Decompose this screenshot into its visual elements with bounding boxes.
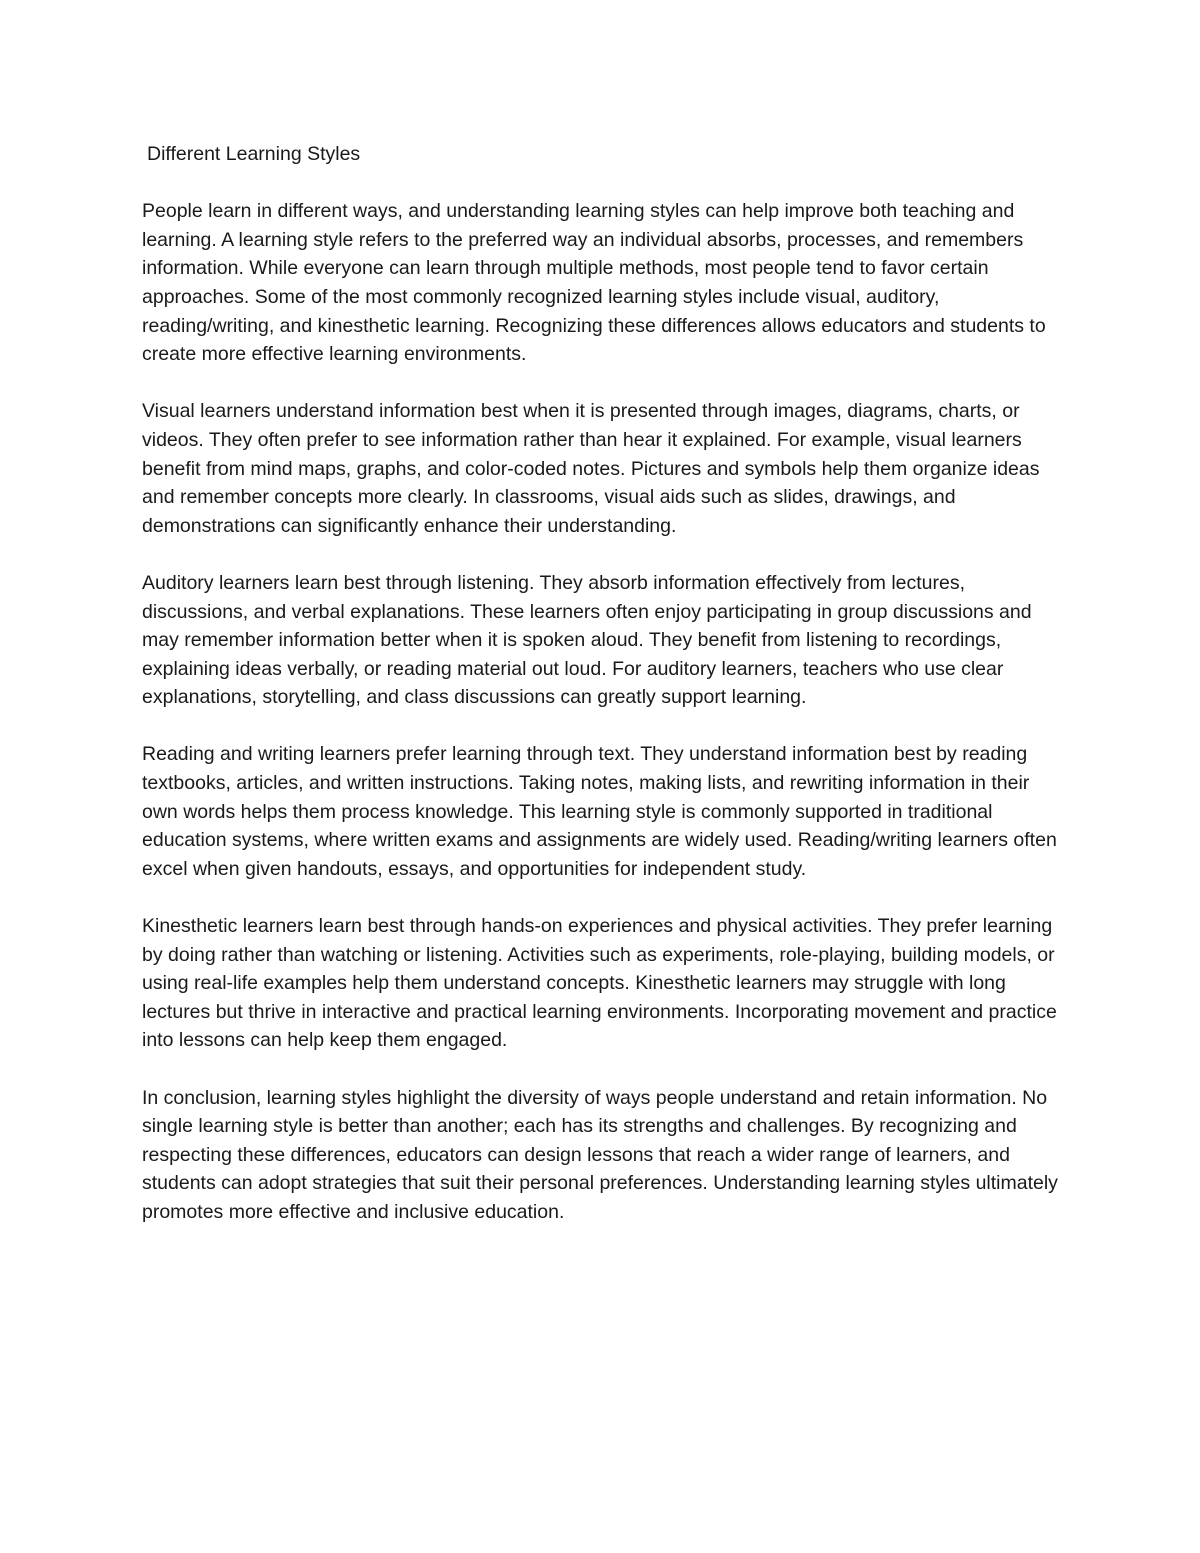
document-title: Different Learning Styles — [147, 143, 361, 165]
paragraph-conclusion: In conclusion, learning styles highlight the diversity of ways people understand and retain information. No single learning style is better than another; each has its strengths and challenges. By recognizing and respecting these differences, educators can design lessons that reach a wider range of learners, and students can adopt strategies that suit their personal preferences. Understanding learning styles ultimately promotes more effective and inclusive education. — [142, 1086, 1058, 1223]
paragraph-kinesthetic-learners: Kinesthetic learners learn best through hands-on experiences and physical activities. They prefer learning by doing rather than watching or listening. Activities such as experiments, role-playing, building models, or using real-life examples help them understand concepts. Kinesthetic learners may struggle with long lectures but thrive in interactive and practical learning environments. Incorporating movement and practice into lessons can help keep them engaged. — [142, 915, 1057, 1052]
paragraph-introduction: People learn in different ways, and understanding learning styles can help improve both teaching and learning. A learning style refers to the preferred way an individual absorbs, processes, and remembers information. While everyone can learn through multiple methods, most people tend to favor certain approaches. Some of the most commonly recognized learning styles include visual, auditory, reading/writing, and kinesthetic learning. Recognizing these differences allows educators and students to create more effective learning environments. — [142, 200, 1046, 366]
document-body — [142, 140, 1060, 1255]
paragraph-auditory-learners: Auditory learners learn best through listening. They absorb information effectively from lectures, discussions, and verbal explanations. These learners often enjoy participating in group discussions and may remember information better when it is spoken aloud. They benefit from listening to recordings, explaining ideas verbally, or reading material out loud. For auditory learners, teachers who use clear explanations, storytelling, and class discussions can greatly support learning. — [142, 571, 1032, 709]
paragraph-reading-writing-learners: Reading and writing learners prefer learning through text. They understand information best by reading textbooks, articles, and written instructions. Taking notes, making lists, and rewriting information in their own words helps them process knowledge. This learning style is commonly supported in traditional education systems, where written exams and assignments are widely used. Reading/writing learners often excel when given handouts, essays, and opportunities for independent study. — [142, 743, 1057, 880]
paragraph-visual-learners: Visual learners understand information best when it is presented through images, diagrams, charts, or videos. They often prefer to see information rather than hear it explained. For example, visual learners benefit from mind maps, graphs, and color-coded notes. Pictures and symbols help them organize ideas and remember concepts more clearly. In classrooms, visual aids such as slides, drawings, and demonstrations can significantly enhance their understanding. — [142, 400, 1040, 537]
